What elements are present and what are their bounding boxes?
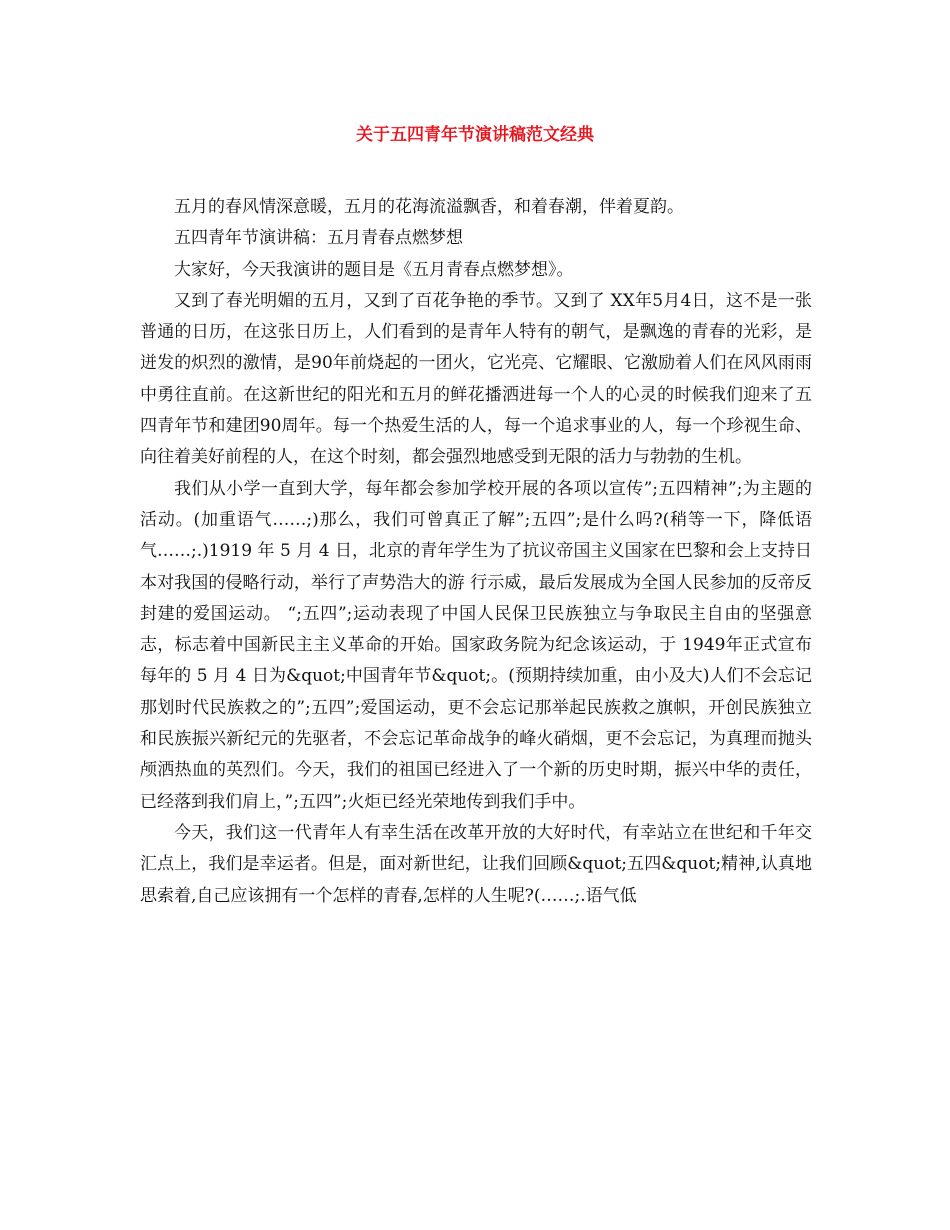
paragraph-intro: 五月的春风情深意暖，五月的花海流溢飘香，和着春潮，伴着夏韵。: [174, 197, 684, 217]
paragraph-history: 我们从小学一直到大学，每年都会参加学校开展的各项以宣传”;五四精神”;为主题的活动。(加重语气……;)那么，我们可曾真正了解”;五四”;是什么吗?(稍等一下，降低语气……;.)1919 年 5 月 4 日，北京的青年学生为了抗议帝国主义国家在巴黎和会上支持日本对我国的侵略行动，举行了声势浩大的游 行示威，最后发展成为全国人民参加的反帝反封建的爱国运动。 “;五四”;运动表现了中国人民保卫民族独立与争取民主自由的坚强意志，标志着中国新民主主义革命的开始。国家政务院为纪念该运动，于 1949年正式宣布每年的 5 月 4 日为&quot;中国青年节&quot;。(预期持续加重，由小及大)人们不会忘记那划时代民族救之的”;五四”;爱国运动，更不会忘记那举起民族救之旗帜，开创民族独立和民族振兴新纪元的先驱者，不会忘记革命战争的峰火硝烟，更不会忘记，为真理而抛头颅洒热血的英烈们。今天，我们的祖国已经进入了一个新的历史时期，振兴中华的责任，已经落到我们肩上，”;五四”;火炬已经光荣地传到我们手中。: [140, 478, 812, 812]
document-body: [140, 192, 812, 912]
document-title: 关于五四青年节演讲稿范文经典: [356, 125, 594, 145]
paragraph-greeting: 大家好，今天我演讲的题目是《五月青春点燃梦想》。: [174, 259, 574, 280]
paragraph-may-fourth-day: 又到了春光明媚的五月，又到了百花争艳的季节。又到了 XX年5月4日，这不是一张普通的日历，在这张日历上，人们看到的是青年人特有的朝气，是飘逸的青春的光彩，是迸发的炽烈的激情，是90年前烧起的一团火，它光亮、它耀眼、它激励着人们在风风雨雨中勇往直前。在这新世纪的阳光和五月的鲜花播洒进每一个人的心灵的时候我们迎来了五四青年节和建团90周年。每一个热爱生活的人，每一个追求事业的人，每一个珍视生命、向往着美好前程的人，在这个时刻，都会强烈地感受到无限的活力与勃勃的生机。: [140, 290, 812, 468]
paragraph-today: 今天，我们这一代青年人有幸生活在改革开放的大好时代，有幸站立在世纪和千年交汇点上，我们是幸运者。但是，面对新世纪，让我们回顾&quot;五四&quot;精神,认真地思索着,自己应该拥有一个怎样的青春,怎样的人生呢?(……;.语气低: [140, 822, 812, 906]
paragraph-subtitle: 五四青年节演讲稿：五月青春点燃梦想: [174, 228, 463, 249]
